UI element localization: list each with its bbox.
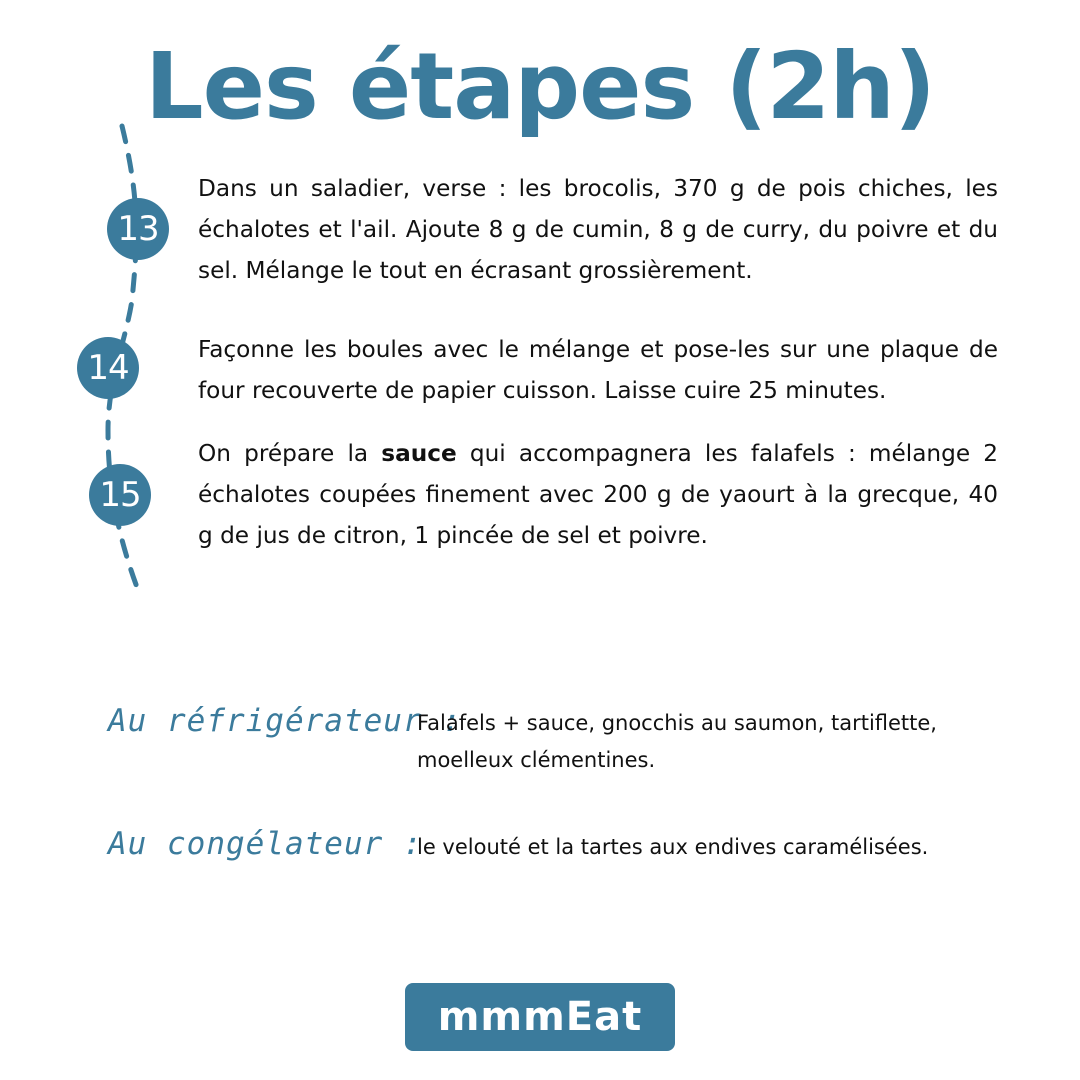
step-13-text-part: Dans un saladier, verse : les brocolis, 370 g de pois chiches, les échalotes et l'ail. Ajoute 8 g de cumin, 8 g de curry, du poivre et du sel. Mélange le tout en écrasant grossièrement. — [198, 175, 998, 284]
fridge-label: Au réfrigérateur : — [108, 703, 462, 739]
freezer-text: le velouté et la tartes aux endives caramélisées. — [417, 835, 929, 859]
step-14-text — [198, 329, 998, 411]
fridge-text: Falafels + sauce, gnocchis au saumon, tartiflette, moelleux clémentines. — [417, 711, 937, 772]
step-14-text-part: Façonne les boules avec le mélange et pose-les sur une plaque de four recouverte de papier cuisson. Laisse cuire 25 minutes. — [198, 336, 998, 404]
step-badge-14: 14 — [77, 337, 139, 399]
freezer-label: Au congélateur : — [108, 826, 423, 862]
step-badge-15: 15 — [89, 464, 151, 526]
step-13-text — [198, 168, 998, 291]
step-badge-13: 13 — [107, 198, 169, 260]
brand-logo: mmmEat — [405, 983, 675, 1051]
timeline — [0, 0, 220, 620]
step-15-bold-keyword: sauce — [381, 440, 457, 467]
page-title: Les étapes (2h) — [145, 33, 935, 140]
step-15-text — [198, 433, 998, 556]
step-15-text-part: On prépare la — [198, 440, 382, 467]
step-15-text-part: qui accompagnera les falafels : mélange 2 échalotes coupées finement avec 200 g de yaourt à la grecque, 40 g de jus de citron, 1 pincée de sel et poivre. — [198, 440, 999, 549]
